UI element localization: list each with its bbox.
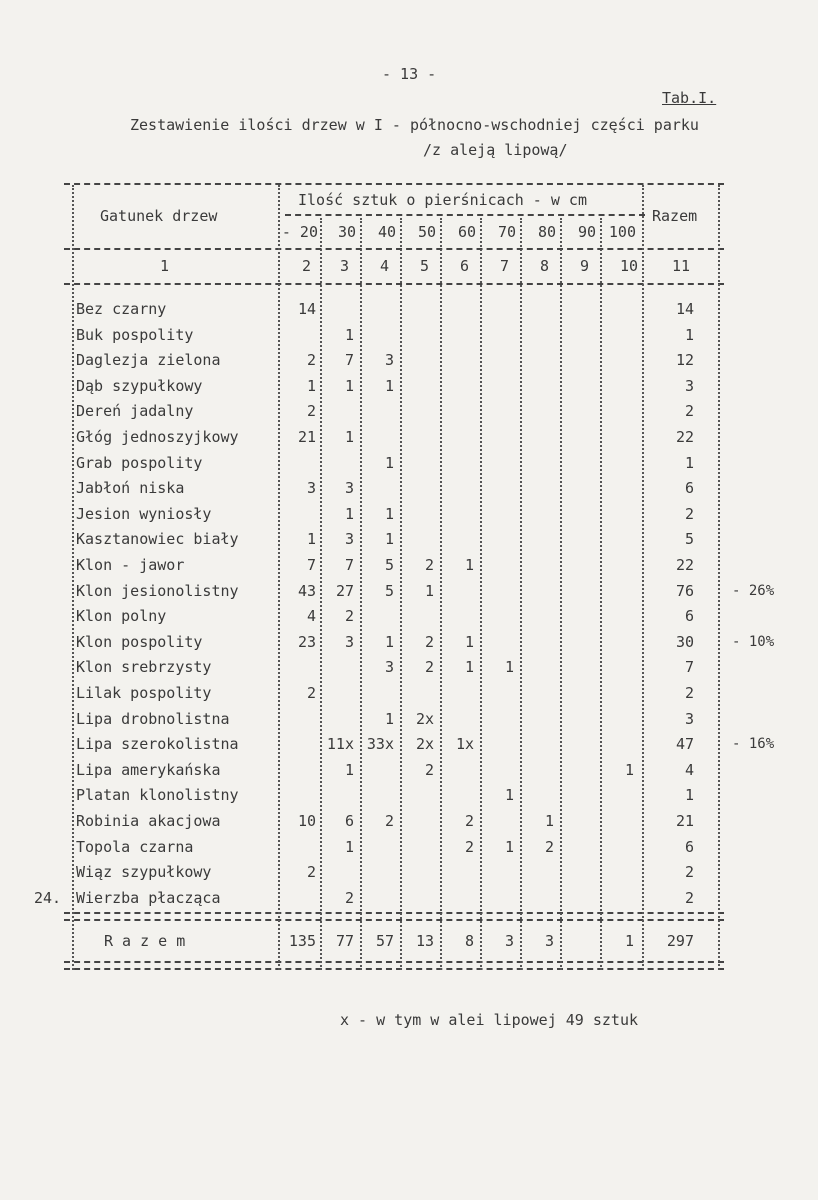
species-name: Głóg jednoszyjkowy [76,428,239,446]
count-cell: 2 [544,837,554,856]
dbh-class-header: 100 [608,223,636,241]
count-cell: 1 [384,632,394,651]
count-cell: 2 [306,684,316,702]
species-name: Klon pospolity [76,632,203,651]
count-cell: 11x [326,735,354,754]
count-cell: 2 [306,863,316,882]
column-number: 1 [160,257,170,275]
species-name: Platan klonolistny [76,786,239,805]
species-name: Jabłoń niska [76,479,185,498]
count-cell: 1 [384,530,394,549]
count-cell: 3 [344,632,354,651]
count-cell: 1x [455,735,474,754]
count-cell: 1 [464,632,474,651]
table-row [0,605,818,627]
row-total: 2 [684,888,694,907]
column-number: 8 [540,257,550,275]
column-number: 5 [420,257,430,275]
count-cell: 1 [344,376,354,395]
count-cell: 2 [464,812,474,830]
header-total: Razem [652,207,698,225]
count-cell: 2 [424,658,434,677]
species-name: Klon polny [76,607,167,626]
count-cell: 10 [297,812,316,830]
dbh-class-header: 70 [497,223,516,241]
count-cell: 1 [384,709,394,728]
species-name: Grab pospolity [76,453,203,472]
count-cell: 1 [504,837,514,856]
row-total: 22 [675,556,694,574]
count-cell: 3 [384,658,394,677]
row-total: 5 [684,530,694,549]
table-row [0,887,818,909]
count-cell: 1 [306,376,316,395]
row-total: 2 [684,684,694,702]
column-number: 10 [620,257,639,275]
column-number: 3 [340,257,350,275]
table-row [0,656,818,678]
count-cell: 2 [424,760,434,779]
row-total: 2 [684,402,694,421]
table-row [0,324,818,346]
header-species: Gatunek drzew [100,207,218,225]
species-name: Lipa drobnolistna [76,709,230,728]
count-cell: 1 [424,581,434,600]
table-row [0,528,818,550]
row-total: 7 [684,658,694,677]
sum-cell: 77 [335,932,354,950]
species-name: Wiąz szypułkowy [76,863,212,882]
row-total: 3 [684,709,694,728]
row-total: 21 [675,812,694,830]
sum-row [0,930,818,952]
count-cell: 33x [366,735,394,754]
count-cell: 7 [344,351,354,370]
column-number: 9 [580,257,590,275]
row-total: 6 [684,479,694,498]
table-row [0,631,818,653]
row-total: 6 [684,607,694,626]
count-cell: 21 [297,428,316,446]
table-row [0,810,818,832]
table-row [0,452,818,474]
header-bottom-rule [64,248,724,250]
dbh-class-header: - 20 [281,223,318,241]
species-name: Lipa szerokolistna [76,735,239,754]
row-total: 2 [684,504,694,523]
body-bottom-rule [64,912,724,921]
count-cell: 1 [384,376,394,395]
dbh-class-header: 30 [337,223,356,241]
species-name: Klon srebrzysty [76,658,212,677]
column-number: 4 [380,257,390,275]
row-total: 12 [675,351,694,370]
dbh-class-header: 90 [577,223,596,241]
count-cell: 2 [464,837,474,856]
species-name: Dereń jadalny [76,402,194,421]
table-row [0,733,818,755]
table-row [0,708,818,730]
count-cell: 7 [344,556,354,574]
row-total: 1 [684,453,694,472]
species-name: Robinia akacjowa [76,812,221,830]
dbh-class-header: 80 [537,223,556,241]
count-cell: 4 [306,607,316,626]
row-total: 47 [675,735,694,754]
count-cell: 2 [424,632,434,651]
table-row [0,861,818,883]
species-name: Klon - jawor [76,556,185,574]
count-cell: 1 [344,428,354,446]
count-cell: 3 [384,351,394,370]
table-row [0,580,818,602]
count-cell: 1 [624,760,634,779]
sum-total: 297 [666,932,694,950]
count-cell: 27 [335,581,354,600]
sum-label: R a z e m [104,932,186,950]
species-name: Dąb szypułkowy [76,376,203,395]
count-cell: 1 [344,760,354,779]
page-number: - 13 - [382,65,437,83]
table-label: Tab.I. [662,89,717,107]
count-cell: 1 [344,837,354,856]
table-row [0,349,818,371]
count-cell: 1 [464,658,474,677]
table-row [0,477,818,499]
dbh-class-header: 60 [457,223,476,241]
species-name: Daglezja zielona [76,351,221,370]
row-total: 4 [684,760,694,779]
table-row [0,784,818,806]
row-total: 1 [684,325,694,344]
count-cell: 23 [297,632,316,651]
count-cell: 1 [306,530,316,549]
sum-cell: 8 [464,932,474,950]
count-cell: 2 [306,351,316,370]
row-count-label: 24. [34,889,62,907]
count-cell: 43 [297,581,316,600]
species-name: Klon jesionolistny [76,581,239,600]
table-row [0,836,818,858]
table-top-rule [64,183,724,185]
percent-note: - 16% [732,736,775,753]
table-row [0,503,818,525]
column-number: 6 [460,257,470,275]
table-row [0,554,818,576]
column-number: 11 [672,257,691,275]
dbh-class-header: 50 [417,223,436,241]
sum-cell: 1 [624,932,634,950]
species-name: Bez czarny [76,300,167,318]
row-total: 2 [684,863,694,882]
row-total: 14 [675,300,694,318]
colnum-bottom-rule [64,283,724,285]
count-cell: 3 [344,530,354,549]
column-number: 7 [500,257,510,275]
count-cell: 2 [344,888,354,907]
species-name: Wierzba płacząca [76,888,221,907]
row-total: 30 [675,632,694,651]
count-cell: 1 [504,786,514,805]
header-sub-rule [285,214,645,216]
count-cell: 3 [344,479,354,498]
table-row [0,426,818,448]
table-row [0,298,818,320]
count-cell: 1 [344,325,354,344]
species-name: Topola czarna [76,837,194,856]
row-total: 76 [675,581,694,600]
count-cell: 1 [544,812,554,830]
column-number: 2 [302,257,312,275]
table-row [0,759,818,781]
footnote: x - w tym w alei lipowej 49 sztuk [340,1011,639,1029]
title-line-2: /z aleją lipową/ [423,141,568,159]
species-name: Lipa amerykańska [76,760,221,779]
count-cell: 2 [424,556,434,574]
count-cell: 2x [415,735,434,754]
sum-cell: 13 [415,932,434,950]
header-dbh-group: Ilość sztuk o pierśnicach - w cm [298,191,587,209]
table-row [0,400,818,422]
percent-note: - 26% [732,582,775,599]
table-row [0,682,818,704]
count-cell: 2 [384,812,394,830]
sum-cell: 57 [375,932,394,950]
count-cell: 3 [306,479,316,498]
species-name: Jesion wyniosły [76,504,212,523]
sum-cell: 3 [544,932,554,950]
count-cell: 14 [297,300,316,318]
count-cell: 1 [464,556,474,574]
count-cell: 5 [384,556,394,574]
table-bottom-rule [64,961,724,970]
count-cell: 2x [415,709,434,728]
count-cell: 1 [384,453,394,472]
dbh-class-header: 40 [377,223,396,241]
count-cell: 5 [384,581,394,600]
count-cell: 6 [344,812,354,830]
count-cell: 1 [384,504,394,523]
species-name: Kasztanowiec biały [76,530,239,549]
row-total: 6 [684,837,694,856]
count-cell: 2 [306,402,316,421]
row-total: 3 [684,376,694,395]
count-cell: 7 [306,556,316,574]
count-cell: 1 [504,658,514,677]
count-cell: 2 [344,607,354,626]
table-row [0,375,818,397]
row-total: 1 [684,786,694,805]
row-total: 22 [675,428,694,446]
sum-cell: 3 [504,932,514,950]
count-cell: 1 [344,504,354,523]
species-name: Lilak pospolity [76,684,212,702]
percent-note: - 10% [732,633,775,650]
title-line-1: Zestawienie ilości drzew w I - północno-wschodniej części parku [130,116,699,134]
species-name: Buk pospolity [76,325,194,344]
sum-cell: 135 [288,932,316,950]
